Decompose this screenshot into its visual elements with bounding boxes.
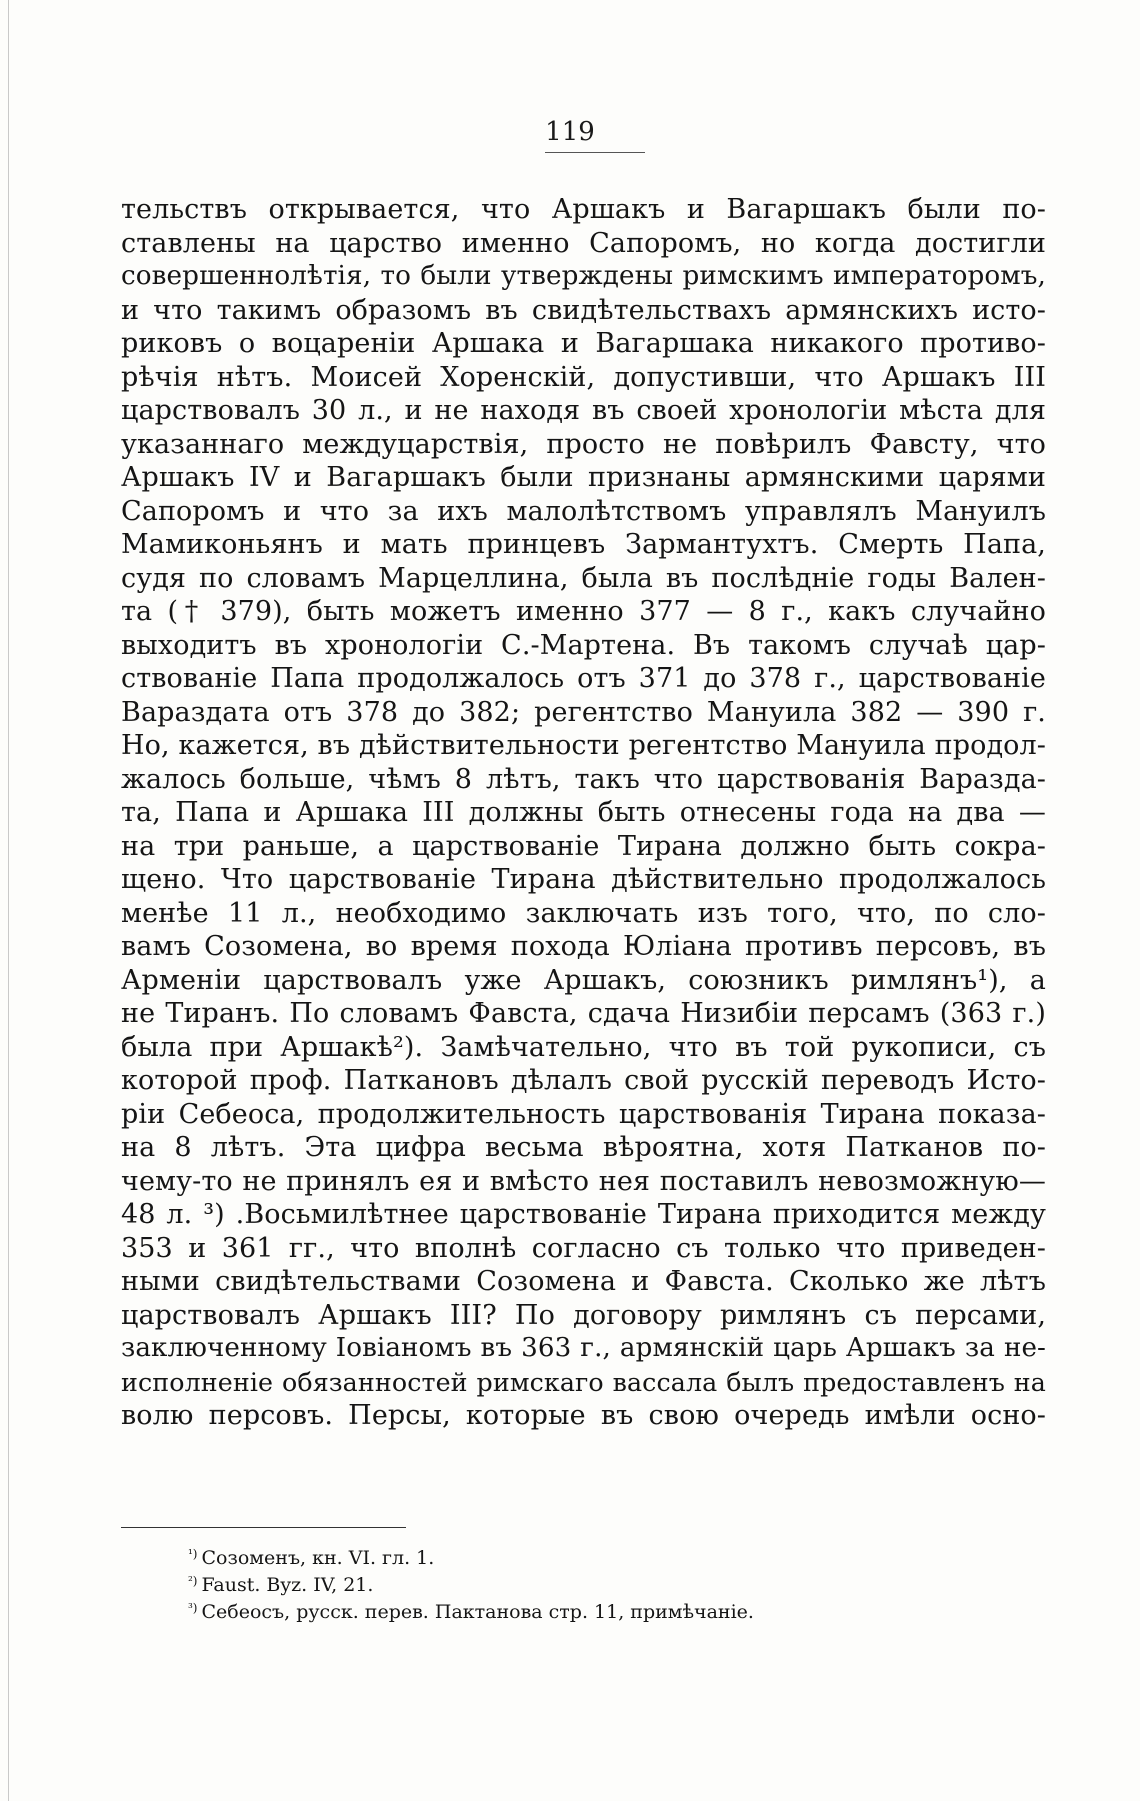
footnote-2 xyxy=(188,1570,1008,1597)
footnote-1 xyxy=(188,1543,1008,1570)
footnotes xyxy=(188,1543,1008,1624)
text-line: та († 379), быть можетъ именно 377 — 8 г., какъ случайно xyxy=(121,596,1046,627)
footnote-marker: ³) xyxy=(188,1601,198,1615)
text-line: тельствъ открывается, что Аршакъ и Вагаршакъ были по- xyxy=(121,194,1046,225)
text-line: выходитъ въ хронологіи С.-Мартена. Въ такомъ случаѣ цар- xyxy=(121,629,1046,661)
text-line: на 8 лѣтъ. Эта цифра весьма вѣроятна, хотя Патканов по- xyxy=(121,1132,1046,1163)
text-line: Арменіи царствовалъ уже Аршакъ, союзникъ римлянъ¹), а xyxy=(121,964,1046,996)
text-line: жалось больше, чѣмъ 8 лѣтъ, такъ что царствованія Варазда- xyxy=(121,763,1046,795)
text-line: на три раньше, а царствованіе Тирана должно быть сокра- xyxy=(121,830,1046,862)
footnote-separator xyxy=(121,1527,406,1528)
text-line: указаннаго междуцарствія, просто не повѣрилъ Фавсту, что xyxy=(121,428,1046,460)
text-line: волю персовъ. Персы, которые въ свою очередь имѣли осно- xyxy=(121,1400,1046,1431)
text-line: щено. Что царствованіе Тирана дѣйствительно продолжалось xyxy=(121,864,1046,895)
text-line: чему-то не принялъ ея и вмѣсто нея поставилъ невозможную— xyxy=(121,1165,1046,1197)
text-line: совершеннолѣтія, то были утверждены римскимъ императоромъ, xyxy=(121,261,1046,291)
footnote-marker: ²) xyxy=(188,1574,198,1588)
text-line: ставлены на царство именно Сапоромъ, но когда достигли xyxy=(121,227,1046,259)
text-line: рѣчія нѣтъ. Моисей Хоренскій, допустивши, что Аршакъ III xyxy=(121,361,1046,393)
footnote-marker: ¹) xyxy=(188,1547,198,1561)
page-number-rule xyxy=(545,152,645,153)
text-line: 353 и 361 гг., что вполнѣ согласно съ только что приведен- xyxy=(121,1232,1046,1264)
footnote-3 xyxy=(188,1597,1008,1624)
text-line: не Тиранъ. По словамъ Фавста, сдача Низибіи персамъ (363 г.) xyxy=(121,998,1046,1029)
text-line: и что такимъ образомъ въ свидѣтельствахъ армянскихъ исто- xyxy=(121,294,1046,326)
text-line: ными свидѣтельствами Созомена и Фавста. Сколько же лѣтъ xyxy=(121,1266,1046,1297)
text-line: ствованіе Папа продолжалось отъ 371 до 378 г., царствованіе xyxy=(121,663,1046,694)
text-line: риковъ о воцареніи Аршака и Вагаршака никакого противо- xyxy=(121,328,1046,359)
page-number: 119 xyxy=(545,117,595,147)
text-line: исполненіе обязанностей римскаго вассала былъ предоставленъ на xyxy=(121,1366,1046,1397)
footnote-text: Faust. Byz. IV, 21. xyxy=(201,1574,374,1596)
text-line: была при Аршакѣ²). Замѣчательно, что въ той рукописи, съ xyxy=(121,1031,1046,1063)
text-line: заключенному Іовіаномъ въ 363 г., армянскій царь Аршакъ за не- xyxy=(121,1333,1046,1363)
footnote-text: Себеосъ, русск. перев. Пактанова стр. 11, примѣчаніе. xyxy=(201,1601,754,1623)
text-line: царствовалъ Аршакъ III? По договору римлянъ съ персами, xyxy=(121,1299,1046,1331)
page-edge xyxy=(8,0,9,1801)
text-line: Сапоромъ и что за ихъ малолѣтствомъ управлялъ Мануилъ xyxy=(121,495,1046,527)
text-line: менѣе 11 л., необходимо заключать изъ того, что, по сло- xyxy=(121,897,1046,929)
text-line: Аршакъ IV и Вагаршакъ были признаны армянскими царями xyxy=(121,462,1046,493)
text-line: Вараздата отъ 378 до 382; регентство Мануила 382 — 390 г. xyxy=(121,696,1046,728)
text-line: царствовалъ 30 л., и не находя въ своей хронологіи мѣста для xyxy=(121,395,1046,426)
text-line: 48 л. ³) .Восьмилѣтнее царствованіе Тирана приходится между xyxy=(121,1199,1046,1230)
body-text xyxy=(121,193,1046,1433)
text-line: ріи Себеоса, продолжительность царствованія Тирана показа- xyxy=(121,1098,1046,1130)
footnote-text: Созоменъ, кн. VI. гл. 1. xyxy=(201,1547,435,1569)
text-line: которой проф. Паткановъ дѣлалъ свой русскій переводъ Исто- xyxy=(121,1065,1046,1096)
text-line: Мамиконьянъ и мать принцевъ Зармантухтъ. Смерть Папа, xyxy=(121,529,1046,560)
text-line: та, Папа и Аршака III должны быть отнесены года на два — xyxy=(121,797,1046,828)
text-line: судя по словамъ Марцеллина, была въ послѣдніе годы Вален- xyxy=(121,562,1046,594)
text-line: вамъ Созомена, во время похода Юліана противъ персовъ, въ xyxy=(121,931,1046,962)
text-line: Но, кажется, въ дѣйствительности регентство Мануила продол- xyxy=(121,730,1046,761)
